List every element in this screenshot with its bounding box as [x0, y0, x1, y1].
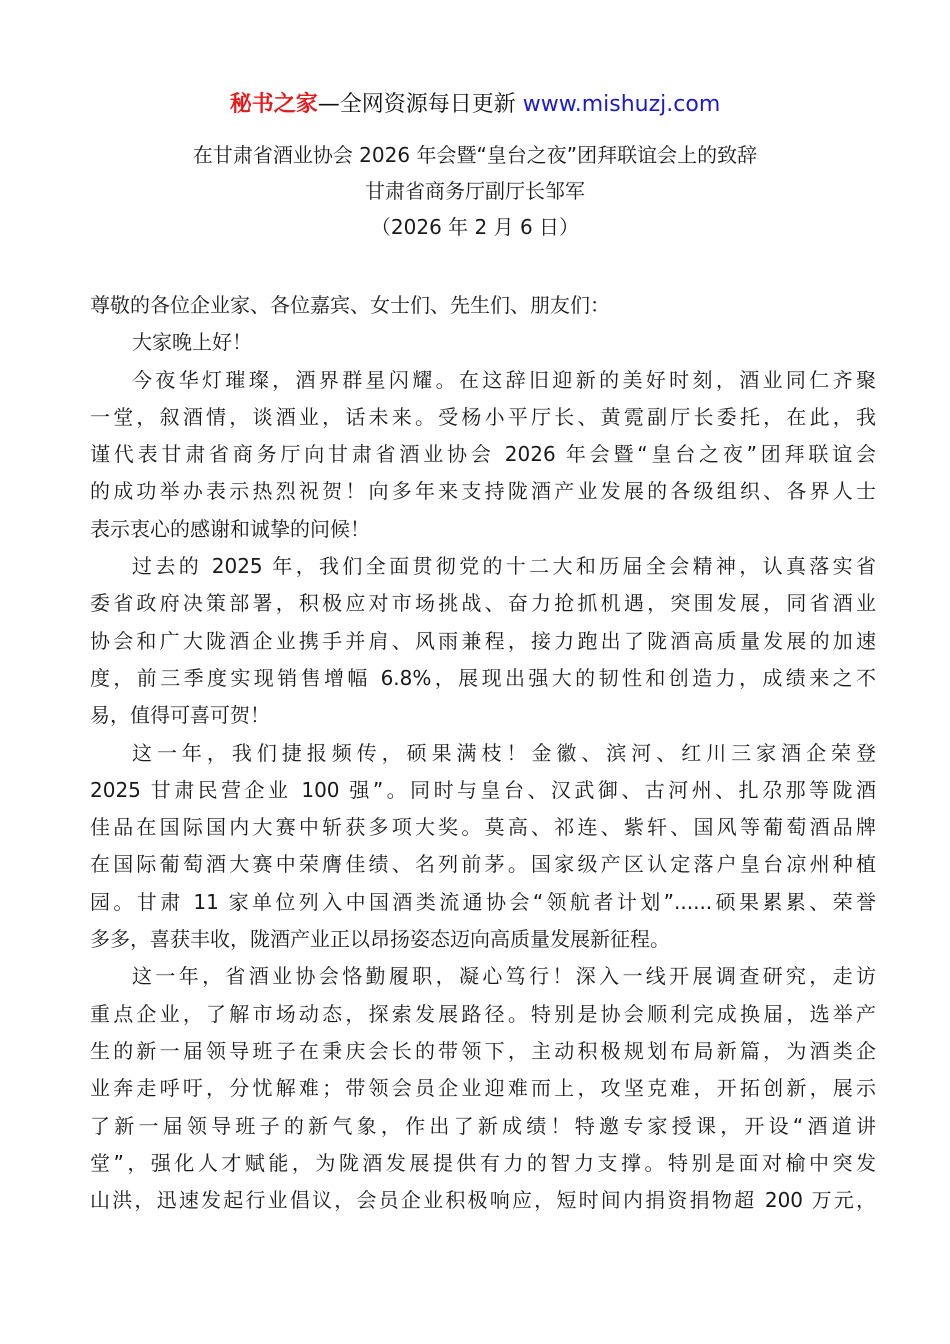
body-line: 了新一届领导班子的新气象，作出了新成绩！特邀专家授课，开设“酒道讲 [90, 1113, 876, 1138]
body-line: 一堂，叙酒情，谈酒业，话未来。受杨小平厅长、黄霓副厅长委托，在此，我 [90, 404, 876, 429]
speech-body [90, 287, 876, 1219]
body-line: 园。甘肃 11 家单位列入中国酒类流通协会“领航者计划”......硕果累累、荣誉 [90, 889, 876, 914]
body-line: 协会和广大陇酒企业携手并肩、风雨兼程，接力跑出了陇酒高质量发展的加速 [90, 628, 876, 653]
banner-slogan: —全网资源每日更新 [317, 92, 523, 117]
body-line: 重点企业，了解市场动态，探索发展路径。特别是协会顺利完成换届，选举产 [90, 1001, 876, 1026]
body-line: 谨代表甘肃省商务厅向甘肃省酒业协会 2026 年会暨“皇台之夜”团拜联谊会 [90, 442, 876, 467]
body-line: 这一年，省酒业协会恪勤履职，凝心笃行！深入一线开展调查研究，走访 [132, 964, 876, 989]
body-line: 在国际葡萄酒大赛中荣膺佳绩、名列前茅。国家级产区认定落户皇台凉州种植 [90, 852, 876, 877]
body-line: 过去的 2025 年，我们全面贯彻党的十二大和历届全会精神，认真落实省 [132, 554, 876, 579]
brand-name: 秘书之家 [229, 92, 318, 117]
body-line: 的成功举办表示热烈祝贺！向多年来支持陇酒产业发展的各级组织、各界人士 [90, 479, 876, 504]
body-line: 业奔走呼吁，分忧解难；带领会员企业迎难而上，攻坚克难，开拓创新，展示 [90, 1076, 876, 1101]
speaker-name: 甘肃省商务厅副厅长邹军 [365, 179, 585, 203]
body-line: 多多，喜获丰收，陇酒产业正以昂扬姿态迈向高质量发展新征程。 [90, 927, 670, 952]
body-line: 山洪，迅速发起行业倡议，会员企业积极响应，短时间内捐资捐物超 200 万元， [90, 1188, 876, 1213]
site-url-link[interactable]: www.mishuzj.com [522, 92, 721, 117]
speech-title: 在甘肃省酒业协会 2026 年会暨“皇台之夜”团拜联谊会上的致辞 [192, 143, 758, 167]
body-line: 佳品在国际国内大赛中斩获多项大奖。莫高、祁连、紫轩、国风等葡萄酒品牌 [90, 815, 876, 840]
body-line: 2025 甘肃民营企业 100 强”。同时与皇台、汉武御、古河州、扎尕那等陇酒 [90, 777, 876, 802]
body-line: 委省政府决策部署，积极应对市场挑战、奋力抢抓机遇，突围发展，同省酒业 [90, 591, 876, 616]
salutation: 尊敬的各位企业家、各位嘉宾、女士们、先生们、朋友们： [90, 293, 610, 317]
body-line: 生的新一届领导班子在秉庆会长的带领下，主动积极规划布局新篇，为酒类企 [90, 1038, 876, 1063]
greeting: 大家晚上好！ [132, 330, 252, 355]
body-line: 堂”，强化人才赋能，为陇酒发展提供有力的智力支撑。特别是面对榆中突发 [90, 1150, 876, 1175]
body-line: 度，前三季度实现销售增幅 6.8%，展现出强大的韧性和创造力，成绩来之不 [90, 665, 876, 690]
body-line: 这一年，我们捷报频传，硕果满枝！金徽、滨河、红川三家酒企荣登 [132, 740, 876, 765]
body-line: 今夜华灯璀璨，酒界群星闪耀。在这辞旧迎新的美好时刻，酒业同仁齐聚 [132, 367, 876, 392]
body-line: 表示衷心的感谢和诚挚的问候！ [90, 516, 370, 541]
speech-date: （2026 年 2 月 6 日） [370, 215, 580, 239]
body-line: 易，值得可喜可贺！ [90, 703, 270, 728]
site-banner [0, 88, 950, 122]
